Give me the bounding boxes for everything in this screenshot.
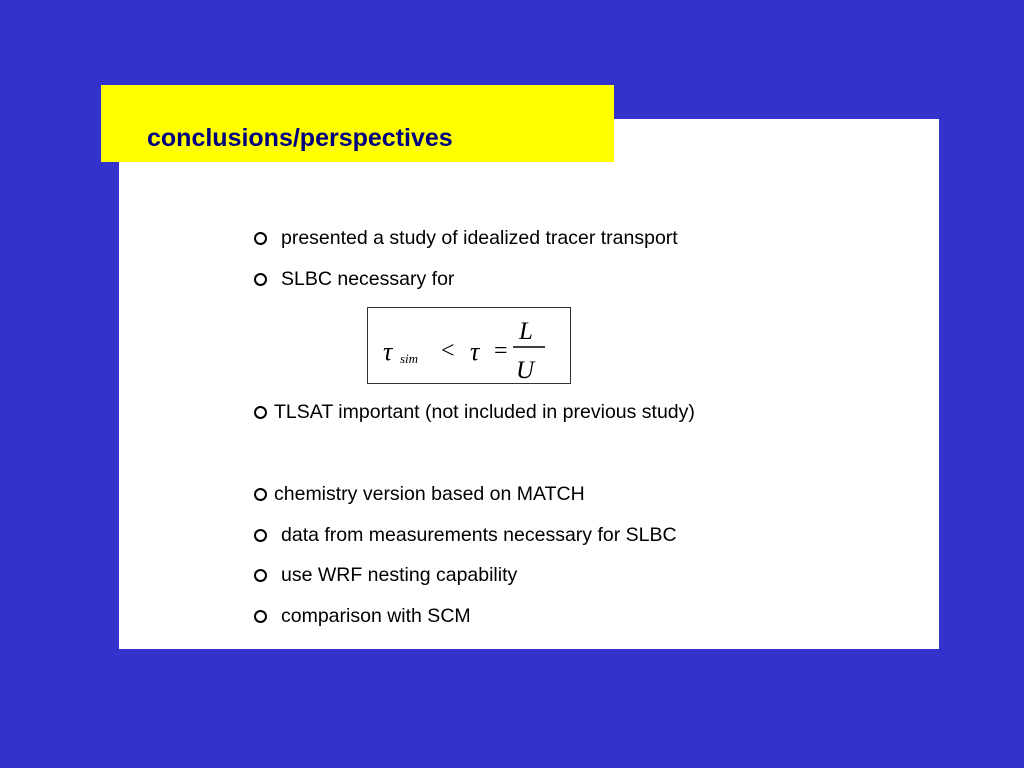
formula-box <box>367 307 571 384</box>
formula-tau-sim: τ <box>383 337 393 366</box>
circle-bullet-icon <box>254 529 267 542</box>
formula-subscript: sim <box>400 351 419 366</box>
circle-bullet-icon <box>254 569 267 582</box>
bullet-text: use WRF nesting capability <box>281 564 518 586</box>
formula-less-than: < <box>441 338 455 364</box>
bullet-text: SLBC necessary for <box>281 268 455 290</box>
bullet-item <box>254 403 695 423</box>
bullet-item <box>254 607 471 627</box>
formula-tau: τ <box>470 337 480 366</box>
bullet-item <box>254 526 677 546</box>
slide-title: conclusions/perspectives <box>147 124 453 152</box>
bullet-text: comparison with SCM <box>281 605 471 627</box>
bullet-item <box>254 270 454 290</box>
formula-numerator: L <box>519 318 533 345</box>
formula-denominator: U <box>516 357 535 382</box>
bullet-text: presented a study of idealized tracer transport <box>281 227 678 249</box>
bullet-item <box>254 229 678 249</box>
bullet-item <box>254 566 517 586</box>
bullet-text: data from measurements necessary for SLBC <box>281 524 677 546</box>
content-panel <box>119 119 939 649</box>
bullet-item <box>254 485 585 505</box>
formula-svg <box>368 308 569 382</box>
title-box <box>101 85 614 162</box>
circle-bullet-icon <box>254 488 267 501</box>
bullet-text: chemistry version based on MATCH <box>274 483 585 505</box>
formula-equals: = <box>494 338 508 364</box>
circle-bullet-icon <box>254 232 267 245</box>
bullet-text: TLSAT important (not included in previous study) <box>274 401 695 423</box>
circle-bullet-icon <box>254 610 267 623</box>
circle-bullet-icon <box>254 406 267 419</box>
circle-bullet-icon <box>254 273 267 286</box>
